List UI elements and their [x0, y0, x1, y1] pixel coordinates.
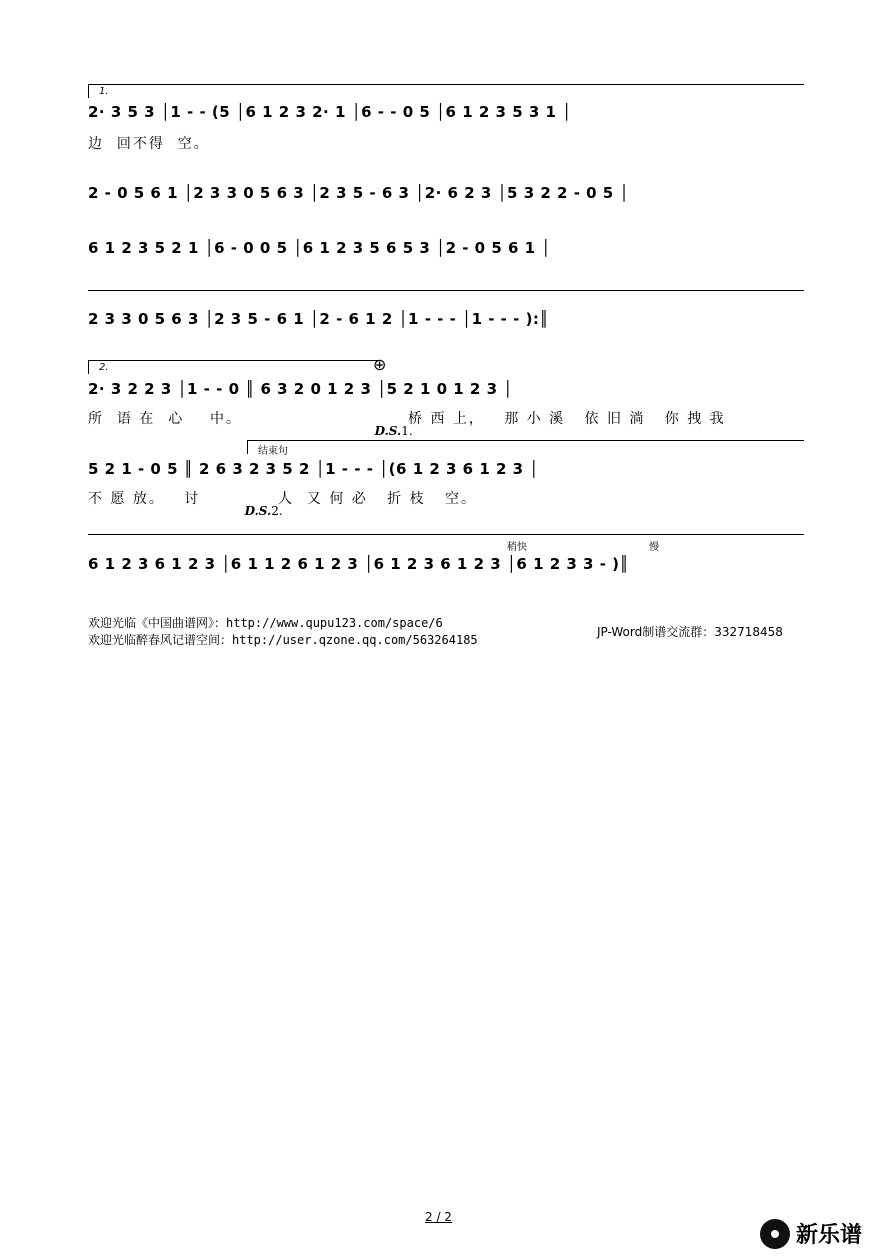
notation-row-1: 2· 3 5 3 │1 - - (5 │6 1 2 3 2· 1 │6 - - 0 5 │6 1 2 3 5 3 1 │: [88, 103, 572, 121]
footer-link-1: 欢迎光临《中国曲谱网》：http://www.qupu123.com/space/6: [88, 616, 443, 630]
lyrics-row-5b: 桥 西 上， 那 小 溪 依 旧 淌 你 拽 我: [408, 411, 726, 427]
lyrics-row-6b: 人 又 何 必 折 枝 空。: [278, 491, 477, 507]
staff-top-line-4: [88, 290, 804, 291]
brand-logo-text: 新乐谱: [796, 1223, 863, 1248]
ending-label-2: 2.: [99, 362, 109, 373]
tempo-mark-slow: 慢: [649, 542, 659, 553]
ending-phrase-line: [247, 440, 804, 441]
ending-bracket-line-1: [88, 84, 804, 85]
notation-row-3: 6 1 2 3 5 2 1 │6 - 0 0 5 │6 1 2 3 5 6 5 3 │2 - 0 5 6 1 │: [88, 239, 551, 257]
credit-text: JP-Word制谱交流群：332718458: [597, 625, 783, 639]
ds-text-1: D.S.: [374, 424, 402, 438]
lyrics-row-1: 边 回不得 空。: [88, 136, 210, 152]
ds-marker-1: [367, 410, 413, 438]
coda-sign-icon: ⊕: [373, 355, 387, 374]
tempo-mark-faster: 稍快: [507, 542, 527, 553]
lyrics-row-5a: 所 语 在 心 中。: [88, 411, 243, 427]
vinyl-disc-icon: [760, 1219, 790, 1249]
brand-logo: [760, 1218, 862, 1249]
ending-bracket-line-2: [88, 360, 378, 361]
ds-num-2: 2.: [271, 504, 283, 518]
ending-label-1: 1.: [99, 86, 109, 97]
notation-row-5: 2· 3 2 2 3 │1 - - 0 ║ 6 3 2 0 1 2 3 │5 2 1 0 1 2 3 │: [88, 380, 513, 398]
page-number: 2 / 2: [425, 1210, 452, 1224]
lyrics-row-6a: 不 愿 放。 讨: [88, 491, 201, 507]
footer-link-2: 欢迎光临醉春风记谱空间：http://user.qzone.qq.com/563264185: [88, 633, 478, 647]
ds-num-1: 1.: [401, 424, 413, 438]
notation-row-7: 6 1 2 3 6 1 2 3 │6 1 1 2 6 1 2 3 │6 1 2 3 6 1 2 3 │6 1 2 3 3 - )║: [88, 555, 630, 573]
staff-top-line-7: [88, 534, 804, 535]
ds-text-2: D.S.: [244, 504, 272, 518]
ending-bracket-tick-1: [88, 84, 89, 98]
notation-row-4: 2 3 3 0 5 6 3 │2 3 5 - 6 1 │2 - 6 1 2 │1 - - - │1 - - - ):║: [88, 310, 549, 328]
ending-phrase-label: 结束句: [258, 446, 288, 457]
ds-marker-2: [237, 490, 283, 518]
notation-row-2: 2 - 0 5 6 1 │2 3 3 0 5 6 3 │2 3 5 - 6 3 │2· 6 2 3 │5 3 2 2 - 0 5 │: [88, 184, 629, 202]
notation-row-6: 5 2 1 - 0 5 ║ 2 6 3 2 3 5 2 │1 - - - │(6 1 2 3 6 1 2 3 │: [88, 460, 539, 478]
ending-phrase-tick: [247, 440, 248, 454]
ending-bracket-tick-2: [88, 360, 89, 374]
